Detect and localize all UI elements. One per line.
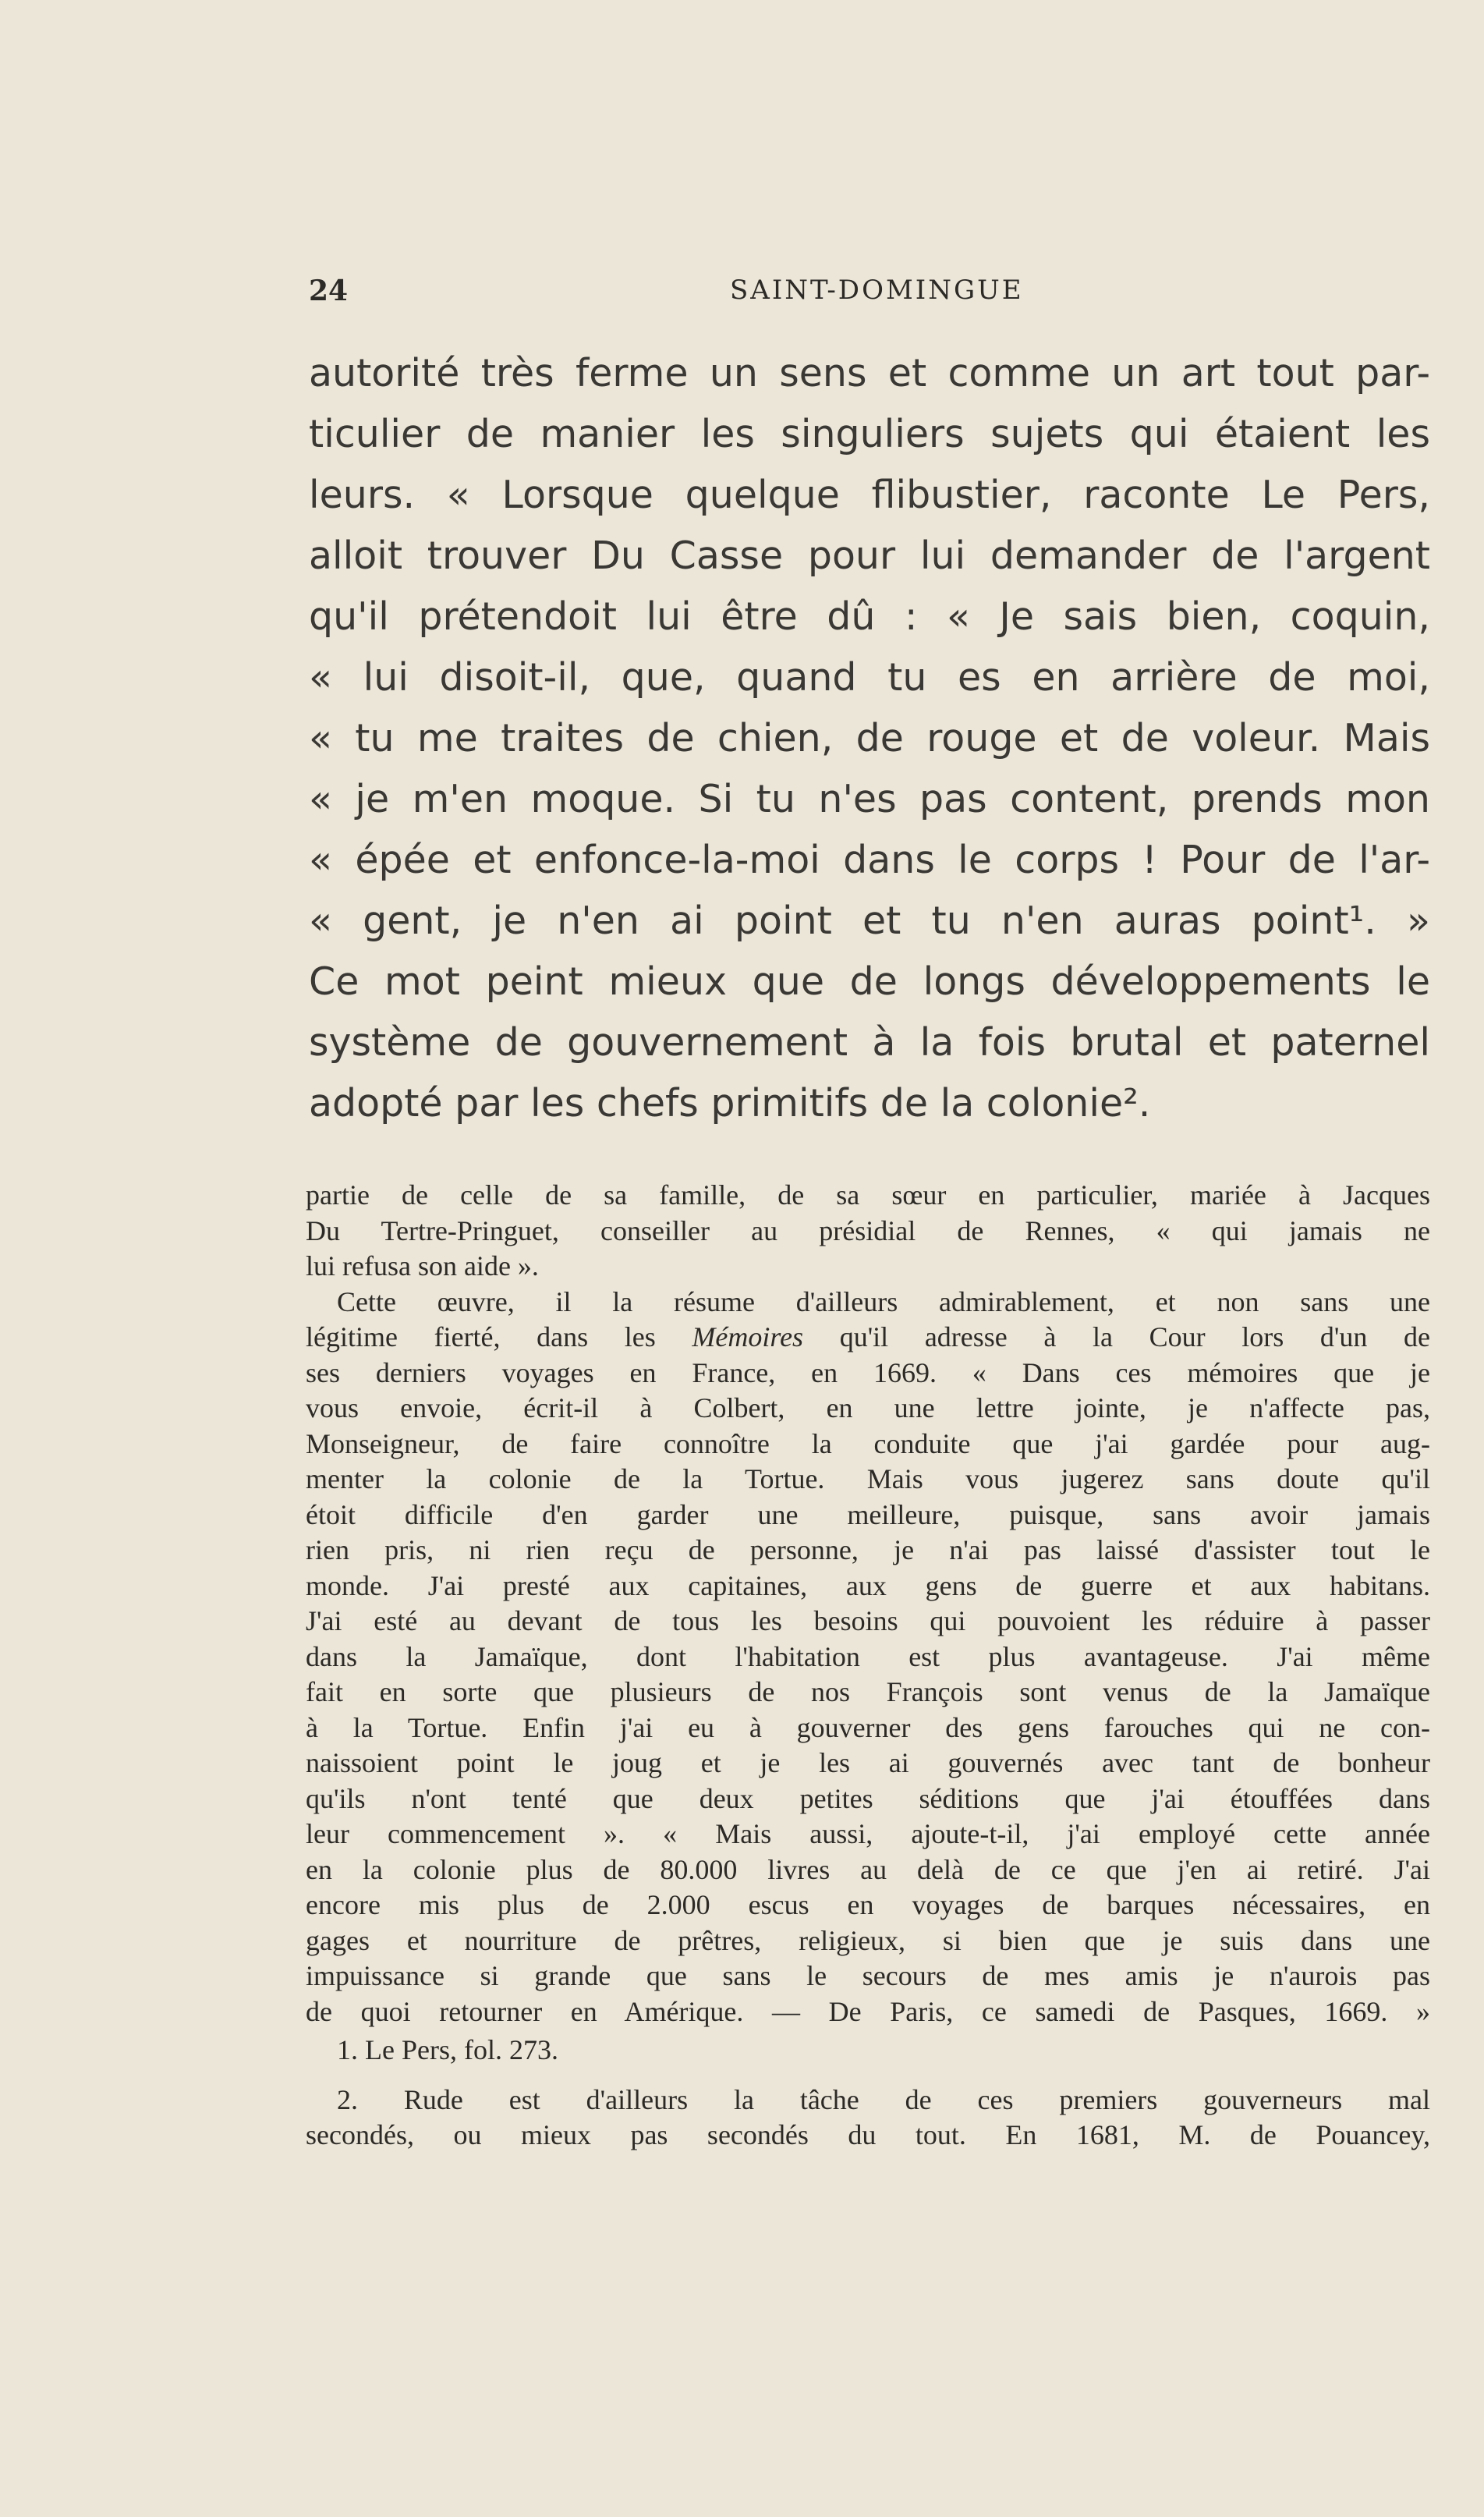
note-line: gages et nourriture de prêtres, religieux, si bien que je suis dans une bbox=[306, 1924, 1430, 1956]
note-line: en la colonie plus de 80.000 livres au delà de ce que j'en ai retiré. J'ai bbox=[306, 1853, 1430, 1885]
note-line: lui refusa son aide ». bbox=[306, 1250, 539, 1282]
body-line: Ce mot peint mieux que de longs développements le bbox=[309, 959, 1430, 1004]
note-text: légitime fierté, dans les bbox=[306, 1321, 692, 1352]
note-line: J'ai esté au devant de tous les besoins qui pouvoient les réduire à passer bbox=[306, 1605, 1430, 1636]
body-line: leurs. « Lorsque quelque flibustier, raconte Le Pers, bbox=[309, 473, 1430, 517]
note-line: étoit difficile d'en garder une meilleure, puisque, sans avoir jamais bbox=[306, 1498, 1430, 1530]
note-line: leur commencement ». « Mais aussi, ajoute-t-il, j'ai employé cette année bbox=[306, 1818, 1430, 1849]
note-line bbox=[306, 1320, 1430, 1356]
body-line: « épée et enfonce-la-moi dans le corps ! Pour de l'ar- bbox=[309, 838, 1430, 882]
note-line: Cette œuvre, il la résume d'ailleurs admirablement, et non sans une bbox=[337, 1285, 1430, 1317]
note-line: Monseigneur, de faire connoître la conduite que j'ai gardée pour aug- bbox=[306, 1427, 1430, 1459]
note-line: partie de celle de sa famille, de sa sœur en particulier, mariée à Jacques bbox=[306, 1179, 1430, 1211]
page-number: 24 bbox=[309, 275, 349, 307]
note-line: ses derniers voyages en France, en 1669. « Dans ces mémoires que je bbox=[306, 1356, 1430, 1388]
running-title: SAINT-DOMINGUE bbox=[730, 275, 1024, 306]
body-line: adopté par les chefs primitifs de la colonie². bbox=[309, 1081, 1151, 1126]
note-line: dans la Jamaïque, dont l'habitation est plus avantageuse. J'ai même bbox=[306, 1640, 1430, 1672]
body-line: « tu me traites de chien, de rouge et de voleur. Mais bbox=[309, 716, 1430, 760]
footnote-2: 2. Rude est d'ailleurs la tâche de ces premiers gouverneurs mal bbox=[337, 2083, 1430, 2115]
note-line: rien pris, ni rien reçu de personne, je n'ai pas laissé d'assister tout le bbox=[306, 1534, 1430, 1565]
note-text: qu'il adresse à la Cour lors d'un de bbox=[803, 1321, 1430, 1352]
body-line: « lui disoit-il, que, quand tu es en arrière de moi, bbox=[309, 655, 1430, 700]
body-line: alloit trouver Du Casse pour lui demander de l'argent bbox=[309, 534, 1430, 578]
note-line: qu'ils n'ont tenté que deux petites séditions que j'ai étouffées dans bbox=[306, 1782, 1430, 1814]
note-line: vous envoie, écrit-il à Colbert, en une lettre jointe, je n'affecte pas, bbox=[306, 1392, 1430, 1423]
body-line: ticulier de manier les singuliers sujets qui étaient les bbox=[309, 412, 1430, 456]
page-header bbox=[309, 275, 1430, 314]
body-line: qu'il prétendoit lui être dû : « Je sais bien, coquin, bbox=[309, 594, 1430, 639]
footnote-1: 1. Le Pers, fol. 273. bbox=[337, 2034, 558, 2065]
memoires-title: Mémoires bbox=[692, 1321, 804, 1352]
note-line: naissoient point le joug et je les ai gouvernés avec tant de bonheur bbox=[306, 1747, 1430, 1778]
note-line: Du Tertre-Pringuet, conseiller au présidial de Rennes, « qui jamais ne bbox=[306, 1214, 1430, 1246]
body-line: « je m'en moque. Si tu n'es pas content, prends mon bbox=[309, 777, 1430, 821]
body-line: autorité très ferme un sens et comme un art tout par- bbox=[309, 351, 1430, 395]
footnote-2-continued: secondés, ou mieux pas secondés du tout. En 1681, M. de Pouancey, bbox=[306, 2119, 1430, 2150]
note-line: menter la colonie de la Tortue. Mais vous jugerez sans doute qu'il bbox=[306, 1463, 1430, 1494]
note-line: impuissance si grande que sans le secours de mes amis je n'aurois pas bbox=[306, 1960, 1430, 1991]
note-line: fait en sorte que plusieurs de nos François sont venus de la Jamaïque bbox=[306, 1676, 1430, 1707]
main-text bbox=[309, 343, 1430, 1134]
note-line: encore mis plus de 2.000 escus en voyages de barques nécessaires, en bbox=[306, 1889, 1430, 1920]
note-line: à la Tortue. Enfin j'ai eu à gouverner des gens farouches qui ne con- bbox=[306, 1711, 1430, 1743]
body-line: système de gouvernement à la fois brutal et paternel bbox=[309, 1020, 1430, 1065]
note-line: monde. J'ai presté aux capitaines, aux gens de guerre et aux habitans. bbox=[306, 1569, 1430, 1601]
note-line: de quoi retourner en Amérique. — De Paris, ce samedi de Pasques, 1669. » bbox=[306, 1995, 1430, 2027]
body-line: « gent, je n'en ai point et tu n'en auras point¹. » bbox=[309, 899, 1430, 943]
footnotes-block bbox=[306, 1178, 1430, 2154]
